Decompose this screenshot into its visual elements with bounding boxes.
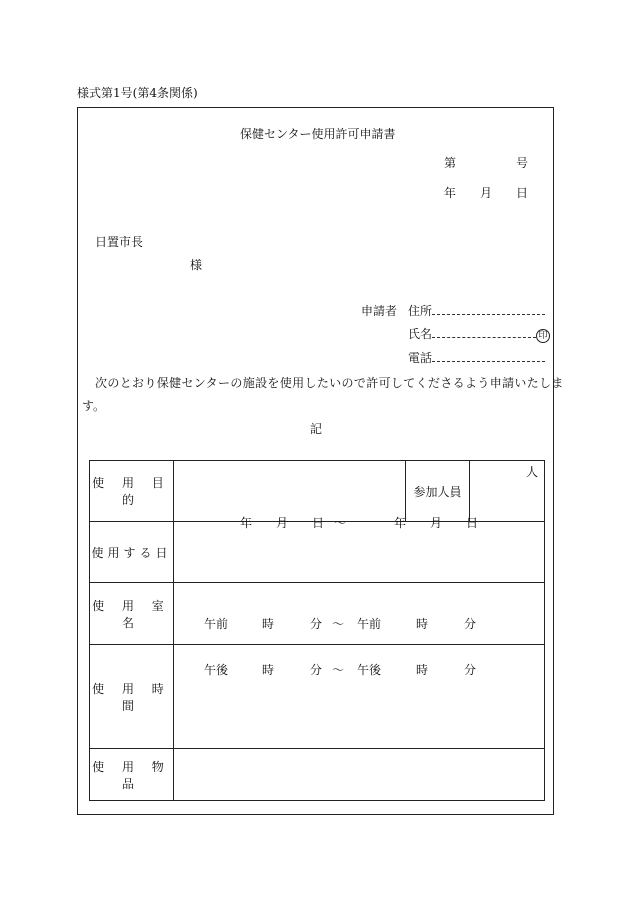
time1-hour1: 時	[262, 617, 275, 631]
date-tilde: ～	[334, 516, 347, 530]
form-title: 保健センター使用許可申請書	[240, 127, 396, 141]
purpose-label: 使 用 目 的	[90, 461, 174, 522]
time2-ampm2: 午後	[357, 663, 382, 677]
seal-mark: 印	[536, 329, 550, 343]
time1-tilde: ～	[332, 617, 345, 631]
purpose-field[interactable]	[174, 461, 406, 522]
number-prefix: 第	[444, 156, 457, 170]
time1-hour2: 時	[416, 617, 429, 631]
participants-field[interactable]	[470, 461, 545, 522]
date-month1: 月	[276, 516, 289, 530]
date-year: 年	[444, 186, 457, 200]
date-day: 日	[516, 186, 529, 200]
time-label: 使 用 時 間	[90, 645, 174, 749]
items-label: 使 用 物 品	[90, 749, 174, 801]
time2-tilde: ～	[332, 663, 345, 677]
date-month: 月	[480, 186, 493, 200]
time2-hour1: 時	[262, 663, 275, 677]
application-table	[89, 460, 545, 801]
date-month2: 月	[430, 516, 443, 530]
items-row	[90, 749, 545, 801]
persons-unit: 人	[525, 465, 538, 479]
body-text-line1: 次のとおり保健センターの施設を使用したいので許可してくださるよう申請いたしま	[95, 376, 564, 390]
phone-line	[432, 351, 545, 362]
time2-hour2: 時	[416, 663, 429, 677]
date-day1: 日	[312, 516, 325, 530]
items-field[interactable]	[174, 749, 545, 801]
room-row	[90, 583, 545, 645]
participants-label: 参加人員	[406, 461, 470, 522]
room-field[interactable]	[174, 583, 545, 645]
name-field[interactable]	[408, 325, 550, 343]
date-year1: 年	[240, 516, 253, 530]
phone-label: 電話	[408, 351, 433, 365]
time-field[interactable]	[174, 617, 545, 749]
room-label: 使 用 室 名	[90, 583, 174, 645]
address-line	[432, 304, 545, 315]
purpose-row	[90, 461, 545, 522]
date-day2: 日	[466, 516, 479, 530]
time-row	[90, 645, 545, 749]
ki-mark: 記	[310, 422, 323, 436]
name-label: 氏名	[408, 327, 433, 341]
date-field[interactable]	[174, 516, 545, 583]
applicant-label: 申請者	[361, 304, 398, 318]
time1-min2: 分	[464, 617, 477, 631]
form-number: 様式第1号(第4条関係)	[77, 86, 198, 100]
addressee-name: 日置市長	[95, 235, 144, 249]
date-row	[90, 522, 545, 583]
name-line	[432, 327, 536, 338]
time1-ampm2: 午前	[357, 617, 382, 631]
time1-ampm1: 午前	[204, 617, 229, 631]
time2-min2: 分	[464, 663, 477, 677]
address-field[interactable]	[408, 302, 545, 319]
time2-min1: 分	[310, 663, 323, 677]
time2-ampm1: 午後	[204, 663, 229, 677]
phone-field[interactable]	[408, 349, 545, 366]
address-label: 住所	[408, 304, 433, 318]
body-text-line2: す。	[82, 399, 106, 413]
time1-min1: 分	[310, 617, 323, 631]
number-suffix: 号	[516, 156, 529, 170]
date-label: 使用する日	[90, 522, 174, 583]
addressee-honorific: 様	[190, 258, 203, 272]
date-year2: 年	[394, 516, 407, 530]
